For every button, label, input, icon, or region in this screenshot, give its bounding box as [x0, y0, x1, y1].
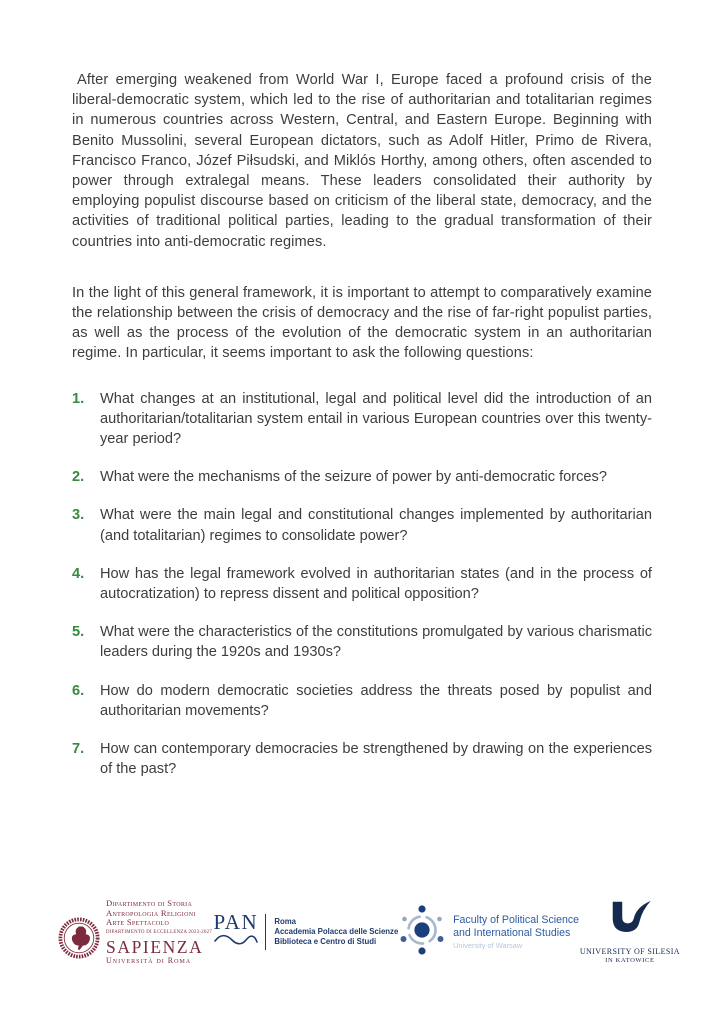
warsaw-university-subtitle: University of Warsaw — [453, 941, 523, 951]
pan-logo — [213, 910, 399, 951]
sapienza-excellence-line: DIPARTIMENTO DI ECCELLENZA 2023-2027 — [106, 930, 213, 936]
silesia-name-line: UNIVERSITY OF SILESIA — [579, 946, 680, 956]
pan-acronym: PAN — [213, 910, 259, 934]
question-item — [72, 739, 652, 779]
question-text: What were the main legal and constitutional changes implemented by authoritarian (and totalitarian) regimes to consolidate power? — [100, 507, 652, 544]
pan-ribbon-icon — [213, 932, 259, 951]
pan-text-line: Roma — [274, 917, 296, 926]
question-number: 7. — [72, 741, 85, 758]
question-number: 6. — [72, 682, 85, 699]
sapienza-logo — [58, 899, 212, 965]
question-number: 4. — [72, 565, 85, 582]
sapienza-wordmark: SAPIENZA — [106, 937, 204, 958]
warsaw-faculty-line: and International Studies — [453, 926, 571, 939]
question-item — [72, 389, 652, 450]
warsaw-text-block — [453, 914, 579, 950]
footer-logos — [58, 886, 680, 978]
question-text: How has the legal framework evolved in authoritarian states (and in the process of autocratization) to repress dissent and political opposition? — [100, 565, 652, 603]
pan-text-block — [274, 917, 398, 947]
silesia-city-line: IN KATOWICE — [605, 956, 655, 964]
question-text: What changes at an institutional, legal and political level did the introduction of an authoritarian/totalitarian system entail in various European countries over this twenty-year period? — [100, 390, 652, 448]
question-text: What were the characteristics of the constitutions promulgated by various charismatic leaders during the 1920s and 1930s? — [100, 624, 652, 661]
warsaw-faculty-line: Faculty of Political Science — [453, 913, 580, 926]
sapienza-department-line: Antropologia Religioni — [106, 907, 196, 918]
question-item — [72, 467, 652, 487]
warsaw-faculty-logo — [399, 904, 579, 961]
question-number: 2. — [72, 469, 85, 486]
sapienza-department-line: Dipartimento di Storia — [106, 897, 193, 908]
silesia-logo — [580, 900, 680, 965]
question-item — [72, 681, 652, 721]
pan-text-line: Accademia Polacca delle Scienze — [274, 927, 399, 936]
sapienza-text-block — [106, 899, 212, 965]
sapienza-seal-icon — [58, 917, 100, 964]
document-body — [72, 70, 652, 797]
question-item — [72, 564, 652, 604]
question-number: 5. — [72, 624, 85, 641]
sapienza-department-line: Arte Spettacolo — [106, 917, 170, 928]
pan-wordmark-block — [213, 910, 259, 951]
questions-list — [72, 389, 652, 780]
question-item — [72, 505, 652, 545]
pan-divider — [265, 914, 267, 950]
question-item — [72, 622, 652, 662]
sapienza-subtitle: Università di Roma — [106, 956, 192, 966]
silesia-monogram-icon — [604, 900, 656, 943]
question-text: What were the mechanisms of the seizure of power by anti-democratic forces? — [100, 469, 607, 486]
paragraph-intro: After emerging weakened from World War I, Europe faced a profound crisis of the liberal-democratic system, which led to the rise of authoritarian and totalitarian regimes in numerous countries across Western, Central, and Eastern Europe. Beginning with Benito Mussolini, several European dictators, such as Adolf Hitler, Primo de Rivera, Francisco Franco, Józef Piłsudski, and Miklós Horthy, among others, often ascended to power through extralegal means. These leaders consolidated their authority by employing populist discourse based on criticism of the liberal state, democracy, and the activities of traditional political parties, leading to the gradual transformation of their countries into anti-democratic regimes. — [72, 72, 652, 250]
pan-text-line: Biblioteca e Centro di Studi — [274, 937, 377, 946]
paragraph-framework: In the light of this general framework, it is important to attempt to comparatively examine the relationship between the crisis of democracy and the rise of far-right populist parties, as well as the process of the evolution of the democratic system in an authoritarian regime. In particular, it seems important to ask the following questions: — [72, 284, 652, 362]
question-text: How can contemporary democracies be strengthened by drawing on the experiences of the past? — [100, 741, 652, 778]
question-number: 1. — [72, 390, 85, 407]
question-number: 3. — [72, 507, 85, 524]
warsaw-atom-icon — [399, 904, 445, 961]
question-text: How do modern democratic societies address the threats posed by populist and authoritarian movements? — [100, 682, 652, 719]
